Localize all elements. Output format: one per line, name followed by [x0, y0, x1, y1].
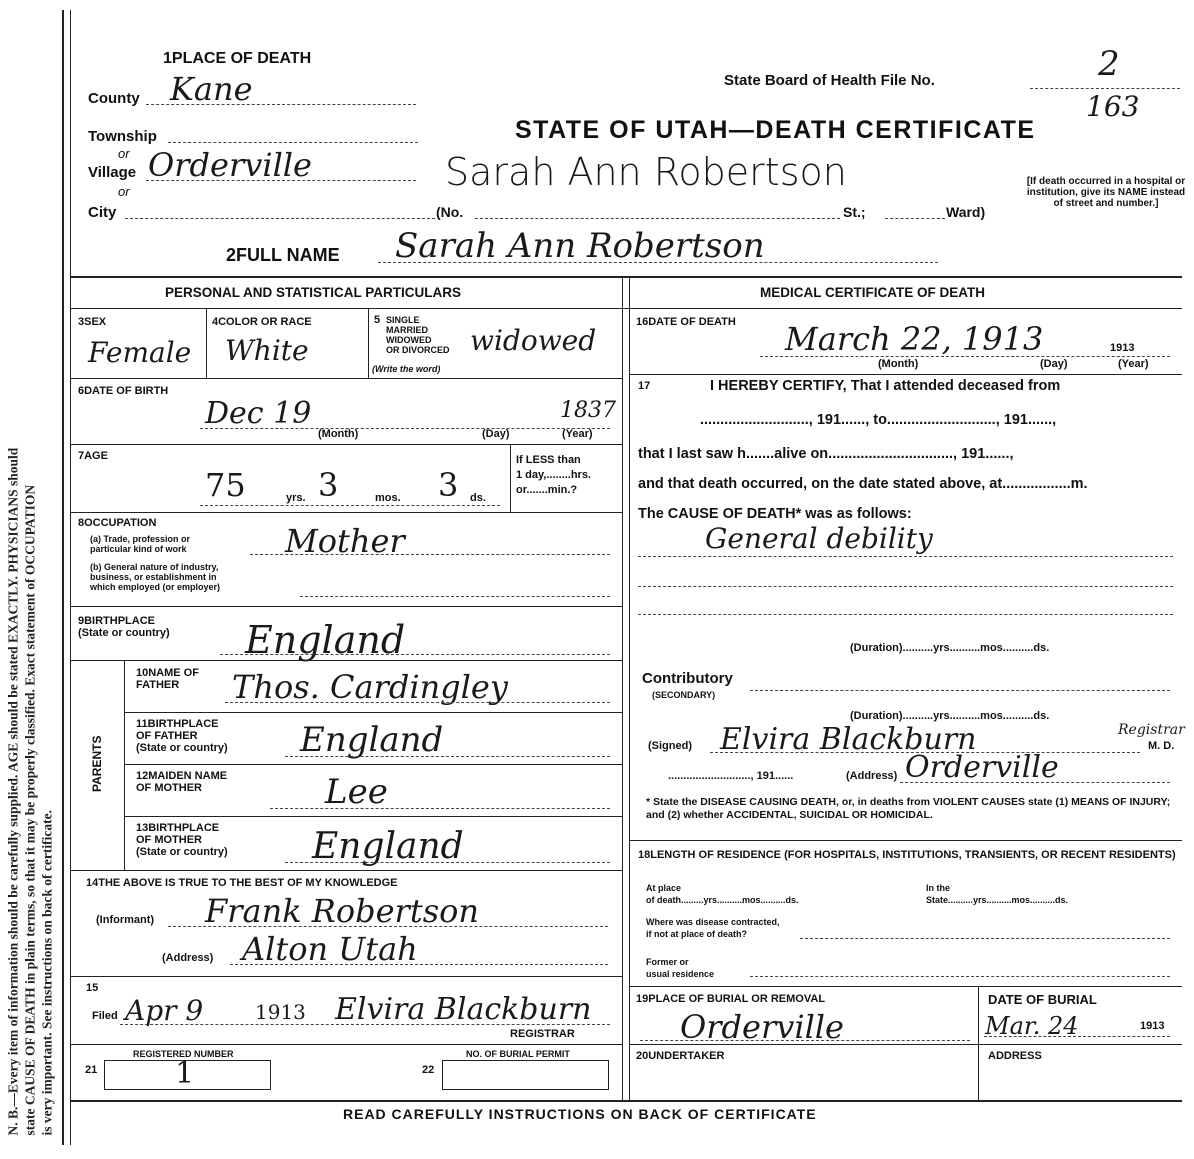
- row-line-4: [70, 606, 622, 607]
- file-no-value: 2: [1098, 44, 1120, 84]
- birthplace-line: [220, 654, 610, 655]
- father-birthplace-value: England: [300, 720, 444, 760]
- side-note-line-1: N. B.—Every item of information should be carefully supplied. AGE should be stated EXACTLY. PHYSICIANS should: [5, 447, 21, 1136]
- right-row-line-4: [629, 1044, 1182, 1045]
- true-statement-label: 14THE ABOVE IS TRUE TO THE BEST OF MY KNOWLEDGE: [86, 877, 398, 889]
- signed-suffix: M. D.: [1148, 740, 1175, 752]
- or-1: or: [118, 146, 130, 161]
- informant-line: [168, 926, 608, 927]
- physician-address-line: [900, 782, 1170, 783]
- village-label: Village: [88, 164, 137, 181]
- undertaker-label: 20UNDERTAKER: [636, 1050, 725, 1062]
- cause-label: The CAUSE OF DEATH* was as follows:: [638, 506, 912, 522]
- duration-1: (Duration)..........yrs..........mos..........ds.: [850, 642, 1050, 654]
- burial-year: 1913: [1140, 1020, 1165, 1032]
- signed-note: Registrar: [1118, 722, 1185, 738]
- dob-label: 6DATE OF BIRTH: [78, 385, 169, 397]
- row-line-7: [124, 764, 622, 765]
- name-stamp: Sarah Ann Robertson: [445, 150, 847, 194]
- father-name-label: 10NAME OF FATHER: [136, 667, 199, 691]
- burial-place-label: 19PLACE OF BURIAL OR REMOVAL: [636, 993, 826, 1005]
- age-divider: [510, 444, 511, 512]
- dob-year-label: (Year): [562, 428, 593, 440]
- cert-num: 17: [638, 380, 651, 392]
- parents-label: PARENTS: [90, 735, 104, 792]
- dob-value: Dec 19: [205, 396, 312, 431]
- informant-address-label: (Address): [162, 952, 214, 964]
- row-line-3: [70, 512, 622, 513]
- grid-top: [70, 276, 1182, 278]
- burial-permit-label: NO. OF BURIAL PERMIT: [466, 1049, 570, 1059]
- registrar-label: REGISTRAR: [510, 1028, 575, 1040]
- father-birthplace-label: 11BIRTHPLACE OF FATHER (State or country): [136, 718, 228, 754]
- footer-instructions: READ CAREFULLY INSTRUCTIONS ON BACK OF CERTIFICATE: [343, 1106, 817, 1122]
- center-divider-1: [622, 276, 623, 1100]
- informant-address-value: Alton Utah: [242, 930, 418, 968]
- marital-num: 5: [374, 314, 381, 326]
- where-contracted-line: [800, 938, 1170, 939]
- full-name-label: 2FULL NAME: [226, 245, 340, 265]
- county-value: Kane: [170, 70, 253, 108]
- color-label: 4COLOR OR RACE: [212, 316, 312, 328]
- color-divider: [368, 308, 369, 378]
- row-line-11: [70, 1044, 622, 1045]
- birthplace-value: England: [245, 618, 406, 662]
- parents-divider: [124, 660, 125, 870]
- father-birthplace-line: [285, 756, 610, 757]
- signed-value: Elvira Blackburn: [720, 722, 977, 757]
- filed-num: 15: [86, 982, 99, 994]
- age-ds-label: ds.: [470, 492, 486, 504]
- filed-year: 1913: [255, 1000, 306, 1024]
- village-line: [146, 180, 416, 181]
- age-years: 75: [205, 466, 246, 504]
- burial-place-line: [640, 1040, 970, 1041]
- filed-value: Apr 9: [125, 994, 204, 1027]
- age-months: 3: [318, 466, 339, 504]
- side-instructions: [5, 36, 56, 1136]
- age-yrs-label: yrs.: [286, 492, 306, 504]
- occupation-a-line: [250, 554, 610, 555]
- dod-year: 1913: [1110, 342, 1135, 354]
- row-line-1: [70, 378, 622, 379]
- sex-value: Female: [88, 336, 192, 369]
- age-label: 7AGE: [78, 450, 108, 462]
- township-label: Township: [88, 128, 157, 145]
- age-days: 3: [438, 466, 459, 504]
- dob-line: [200, 428, 610, 429]
- father-name-line: [225, 702, 610, 703]
- informant-value: Frank Robertson: [205, 892, 479, 930]
- or-2: or: [118, 184, 130, 199]
- row-line-9: [70, 870, 622, 871]
- filed-line: [120, 1024, 610, 1025]
- residence-at-place: At place of death.........yrs..........mos..........ds.: [646, 883, 799, 905]
- cause-line-1: [638, 556, 1173, 557]
- registered-number-value: 1: [175, 1056, 195, 1091]
- ward-line: [885, 218, 945, 219]
- dob-day-label: (Day): [482, 428, 510, 440]
- contributory-label: Contributory: [642, 670, 733, 687]
- section-title-line: [70, 308, 1182, 309]
- county-label: County: [88, 90, 140, 107]
- sex-label: 3SEX: [78, 316, 107, 328]
- registered-number-idx: 21: [85, 1064, 98, 1076]
- age-line: [200, 505, 500, 506]
- ward-label: Ward): [946, 204, 986, 220]
- contributory-line: [750, 690, 1170, 691]
- father-name-value: Thos. Cardingley: [232, 668, 508, 706]
- left-section-title: PERSONAL AND STATISTICAL PARTICULARS: [165, 285, 462, 300]
- dod-line: [760, 356, 1170, 357]
- cert-line-2: ..........................., 191......, to..........................., 191......,: [700, 412, 1057, 428]
- place-of-death-label: 1PLACE OF DEATH: [163, 50, 312, 67]
- file-no-line: [1030, 88, 1180, 89]
- burial-date-line: [984, 1036, 1170, 1037]
- informant-address-line: [230, 964, 608, 965]
- dob-year: 1837: [560, 398, 616, 423]
- row-line-8: [124, 816, 622, 817]
- mother-birthplace-line: [285, 862, 610, 863]
- right-row-line-1: [629, 374, 1182, 375]
- dod-day-label: (Day): [1040, 358, 1068, 370]
- mother-birthplace-label: 13BIRTHPLACE OF MOTHER (State or country): [136, 822, 228, 858]
- occupation-b-line: [300, 596, 610, 597]
- marital-options: SINGLE MARRIED WIDOWED OR DIVORCED: [386, 315, 450, 355]
- dod-label: 16DATE OF DEATH: [636, 316, 736, 328]
- city-label: City: [88, 204, 117, 221]
- physician-address-value: Orderville: [905, 750, 1059, 785]
- birthplace-label: 9BIRTHPLACE (State or country): [78, 615, 170, 639]
- right-row-line-3: [629, 986, 1182, 987]
- occupation-b-label: (b) General nature of industry, business, or establishment in which employed (or employer): [90, 562, 221, 592]
- burial-place-value: Orderville: [680, 1008, 844, 1046]
- age-mos-label: mos.: [375, 492, 401, 504]
- secondary-label: (SECONDARY): [652, 690, 716, 700]
- marital-value: widowed: [470, 324, 597, 357]
- former-residence-label: Former or usual residence: [646, 957, 715, 979]
- age-less-than: If LESS than 1 day,........hrs. or.......min.?: [516, 454, 591, 496]
- cause-footnote: * State the DISEASE CAUSING DEATH, or, in deaths from VIOLENT CAUSES state (1) MEANS OF INJURY; and (2) whether ACCIDENTAL, SUICIDAL OR HOMICIDAL.: [646, 796, 1171, 821]
- occupation-a-label: (a) Trade, profession or particular kind of work: [90, 534, 191, 554]
- side-note-line-3: is very important. See instructions on back of certificate.: [39, 810, 55, 1136]
- burial-permit-box: [442, 1060, 609, 1090]
- certificate-title: STATE OF UTAH—DEATH CERTIFICATE: [515, 116, 1036, 144]
- cert-line-1: I HEREBY CERTIFY, That I attended deceased from: [710, 378, 1061, 394]
- former-residence-line: [750, 976, 1170, 977]
- burial-date-label: DATE OF BURIAL: [988, 992, 1097, 1007]
- township-line: [168, 142, 418, 143]
- duration-2: (Duration)..........yrs..........mos..........ds.: [850, 710, 1050, 722]
- residence-in-state: In the State..........yrs..........mos..........ds.: [926, 883, 1069, 905]
- row-line-6: [124, 712, 622, 713]
- right-section-title: MEDICAL CERTIFICATE OF DEATH: [760, 285, 985, 300]
- center-divider-2: [629, 276, 630, 1100]
- informant-label: (Informant): [96, 914, 155, 926]
- signed-label: (Signed): [648, 740, 692, 752]
- undertaker-address-label: ADDRESS: [988, 1050, 1042, 1062]
- hospital-note: [If death occurred in a hospital or institution, give its NAME instead of street and number.]: [1026, 176, 1186, 209]
- dob-month-label: (Month): [318, 428, 359, 440]
- full-name-value: Sarah Ann Robertson: [395, 226, 765, 266]
- mother-name-line: [270, 808, 610, 809]
- where-contracted-label: Where was disease contracted, if not at place of death?: [646, 917, 780, 939]
- dod-value: March 22, 1913: [785, 320, 1044, 358]
- registrar-signature: Elvira Blackburn: [335, 992, 592, 1027]
- grid-bottom: [70, 1100, 1182, 1102]
- outer-border-left: [62, 10, 64, 1145]
- cert-line-4: and that death occurred, on the date stated above, at.................m.: [638, 476, 1088, 492]
- street-line: [475, 218, 840, 219]
- marital-note: (Write the word): [372, 364, 441, 374]
- cause-line-2: [638, 586, 1173, 587]
- burial-divider: [978, 986, 979, 1100]
- mother-birthplace-value: England: [312, 826, 464, 867]
- side-note-line-2: state CAUSE OF DEATH in plain terms, so that it may be properly classified. Exact statement of OCCUPATION: [22, 484, 38, 1136]
- file-no-extra: 163: [1086, 90, 1140, 123]
- mother-name-value: Lee: [325, 772, 388, 812]
- file-no-label: State Board of Health File No.: [724, 72, 935, 89]
- filed-label: Filed: [92, 1010, 118, 1022]
- color-value: White: [225, 334, 309, 367]
- row-line-5: [70, 660, 622, 661]
- mother-name-label: 12MAIDEN NAME OF MOTHER: [136, 770, 228, 794]
- burial-date-value: Mar. 24: [985, 1012, 1079, 1040]
- city-line: [125, 218, 435, 219]
- row-line-2: [70, 444, 622, 445]
- sex-divider: [206, 308, 207, 378]
- street-no-label: (No.: [436, 204, 464, 220]
- dod-month-label: (Month): [878, 358, 919, 370]
- signed-date: ..........................., 191......: [668, 770, 794, 782]
- street-label: St.;: [843, 204, 866, 220]
- inner-border-left: [70, 10, 71, 1145]
- village-value: Orderville: [148, 146, 312, 184]
- right-row-line-2: [629, 840, 1182, 841]
- burial-permit-idx: 22: [422, 1064, 435, 1076]
- occupation-value: Mother: [285, 522, 405, 560]
- occupation-label: 8OCCUPATION: [78, 517, 157, 529]
- dod-year-label: (Year): [1118, 358, 1149, 370]
- physician-address-label: (Address): [846, 770, 898, 782]
- residence-label: 18LENGTH OF RESIDENCE (FOR HOSPITALS, INSTITUTIONS, TRANSIENTS, OR RECENT RESIDENTS): [638, 849, 1176, 861]
- cause-line-3: [638, 614, 1173, 615]
- cert-line-3: that I last saw h.......alive on..............................., 191......,: [638, 446, 1014, 462]
- registered-number-label: REGISTERED NUMBER: [133, 1049, 234, 1059]
- cause-value: General debility: [705, 522, 933, 555]
- row-line-10: [70, 976, 622, 977]
